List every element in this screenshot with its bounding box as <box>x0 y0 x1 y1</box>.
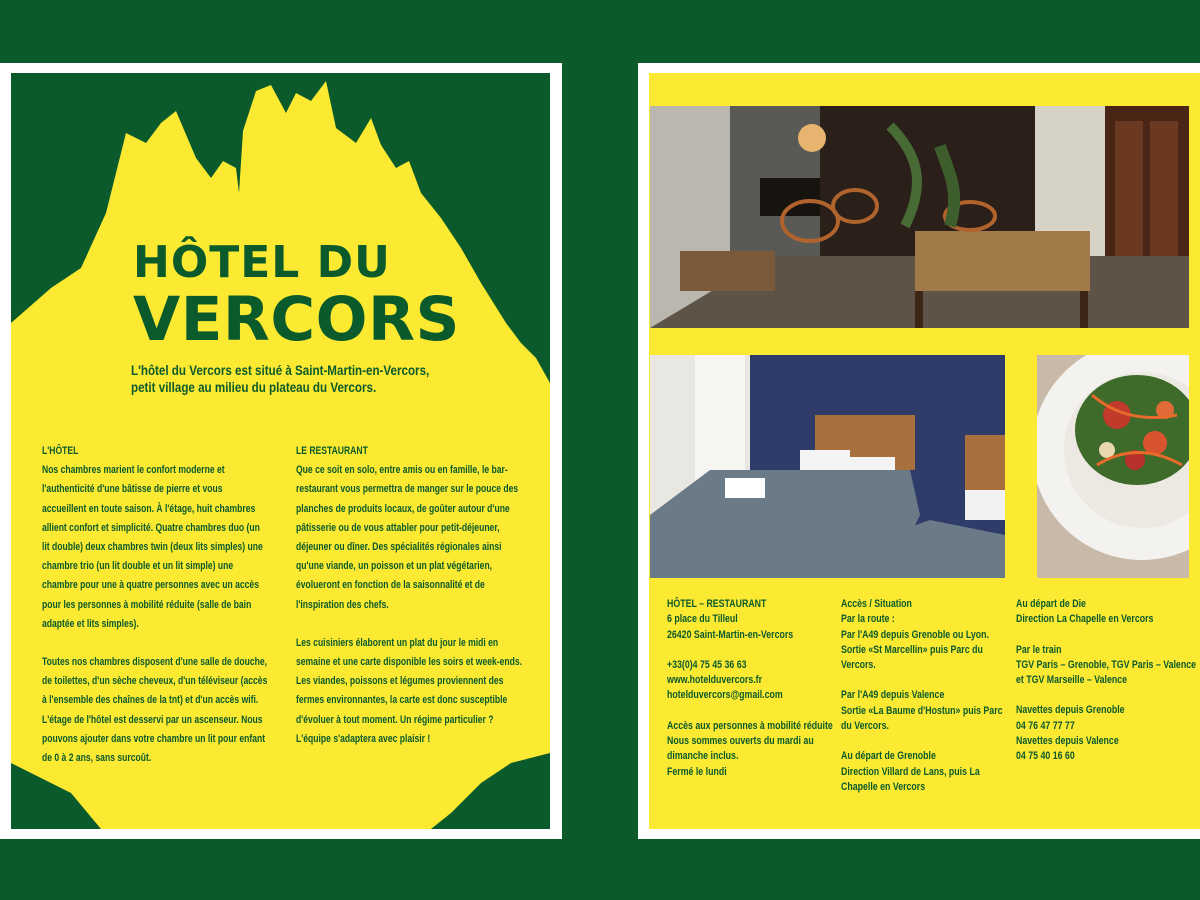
right-page-panel <box>649 73 1200 829</box>
restaurant-paragraph-1: Que ce soit en solo, entre amis ou en famille, le bar-restaurant vous permettra de manger sur le pouce des planches de produits locaux, de goûter autour d'une pâtisserie ou de vous attabler pour petit-déjeuner, déjeuner ou dîner. Des spécialités régionales ainsi qu'une viande, un poisson et un plat végétarien, évolueront en fonction de la saisonnalité et de l'inspiration des chefs. <box>296 464 519 611</box>
access-column <box>841 597 1009 795</box>
title-line-1: HÔTEL DU <box>133 237 391 288</box>
access-road: Accès / Situation Par la route : Par l'A49 depuis Grenoble ou Lyon. Sortie «St Marcellin» puis Parc du Vercors. <box>841 598 989 672</box>
brochure-left-page <box>0 63 562 839</box>
salad-dish-photo <box>1037 355 1189 578</box>
transport-column <box>1016 597 1200 765</box>
restaurant-photo <box>650 106 1189 328</box>
restaurant-section <box>296 442 530 749</box>
access-grenoble: Au départ de Grenoble Direction Villard de Lans, puis La Chapelle en Vercors <box>841 750 980 793</box>
contact-address: HÔTEL – RESTAURANT 6 place du Tilleul 26420 Saint-Martin-en-Vercors <box>667 598 794 641</box>
transport-shuttles: Navettes depuis Grenoble 04 76 47 77 77 Navettes depuis Valence 04 75 40 16 60 <box>1016 704 1125 763</box>
transport-die: Au départ de Die Direction La Chapelle en Vercors <box>1016 598 1154 626</box>
contact-column <box>667 597 835 780</box>
hotel-section <box>42 442 268 768</box>
restaurant-heading: LE RESTAURANT <box>296 445 368 457</box>
hotel-title <box>133 237 460 355</box>
title-line-2: VERCORS <box>133 284 460 355</box>
bedroom-photo <box>650 355 1005 578</box>
hotel-paragraph-1: Nos chambres marient le confort moderne et l'authenticité d'une bâtisse de pierre et vous accueillent en toute saison. À l'étage, huit chambres allient confort et simplicité. Quatre chambres duo (un lit double) deux chambres twin (deux lits simples) une chambre trio (un lit double et un lit simple) une chambre pour une à quatre personnes avec un accès pour les personnes à mobilité réduite (salle de bain adaptée et lits simples). <box>42 464 263 630</box>
brochure-right-page <box>638 63 1200 839</box>
contact-phone-web: +33(0)4 75 45 36 63 www.hotelduvercors.fr hotelduvercors@gmail.com <box>667 658 783 702</box>
transport-train: Par le train TGV Paris – Grenoble, TGV Paris – Valence et TGV Marseille – Valence <box>1016 643 1196 687</box>
restaurant-paragraph-2: Les cuisiniers élaborent un plat du jour le midi en semaine et une carte disponible les soirs et week-ends. Les viandes, poissons et légumes proviennent des fermes environnantes, la carte est donc susceptible d'évoluer à tout moment. Un régime particulier ? L'équipe s'adaptera avec plaisir ! <box>296 636 523 745</box>
access-valence: Par l'A49 depuis Valence Sortie «La Baume d'Hostun» puis Parc du Vercors. <box>841 689 1003 733</box>
hotel-heading: L'HÔTEL <box>42 445 79 457</box>
left-page-panel <box>11 73 550 829</box>
contact-hours: Accès aux personnes à mobilité réduite Nous sommes ouverts du mardi au dimanche inclus. Fermé le lundi <box>667 719 833 778</box>
hotel-paragraph-2: Toutes nos chambres disposent d'une salle de douche, de toilettes, d'un sèche cheveux, d'un téléviseur (accès à l'ensemble des chaînes de la tnt) et d'un accès wifi. L'étage de l'hôtel est desservi par un ascenseur. Nous pouvons ajouter dans votre chambre un lit pour enfant de 0 à 2 ans, sans surcoût. <box>42 656 268 765</box>
intro-text: L'hôtel du Vercors est situé à Saint-Martin-en-Vercors, petit village au milieu du plateau du Vercors. <box>131 363 430 395</box>
